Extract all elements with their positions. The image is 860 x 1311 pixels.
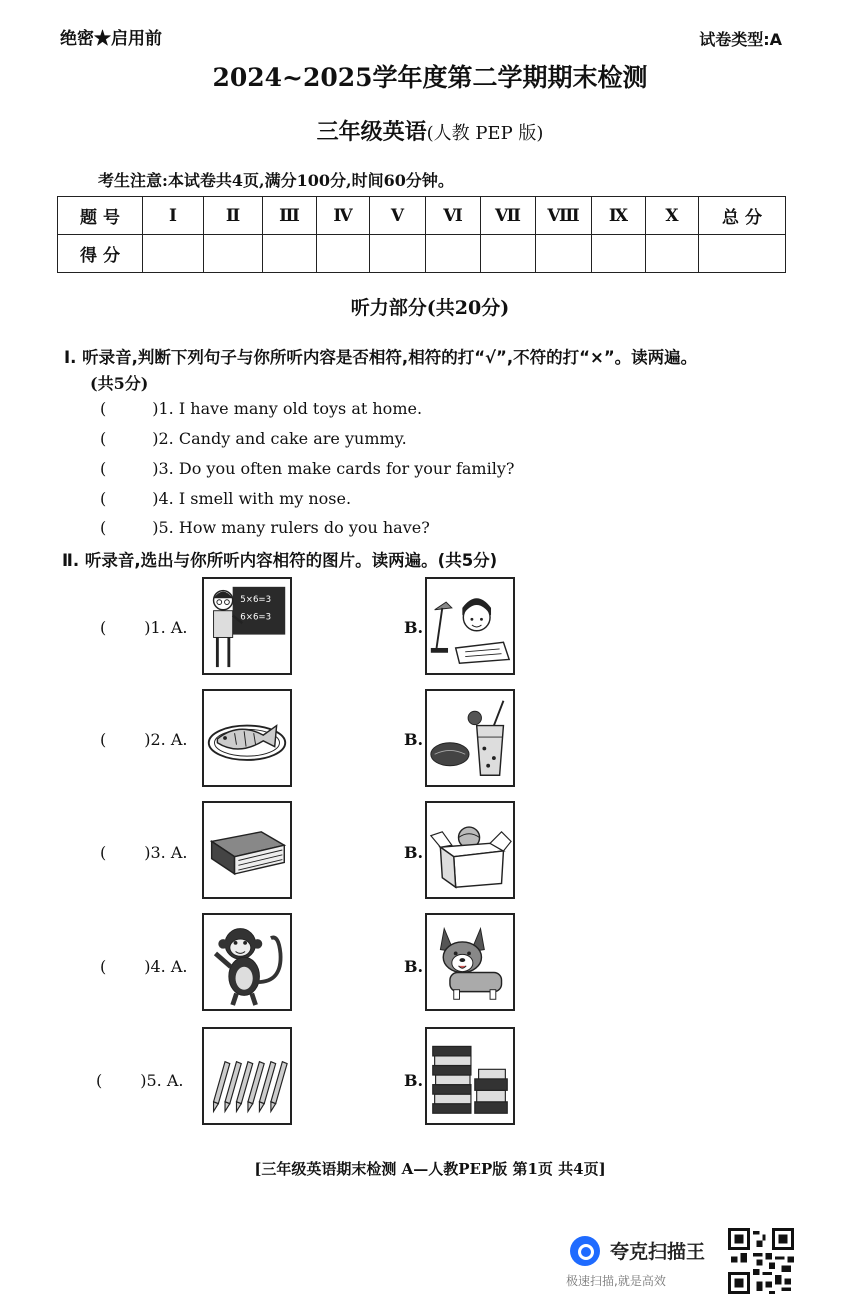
fish-plate-illustration xyxy=(204,691,290,785)
list-item: ( )1. I have many old toys at home. xyxy=(100,399,423,418)
book-illustration xyxy=(204,803,290,897)
teacher-picture[interactable] xyxy=(202,577,292,675)
teacher-illustration xyxy=(204,579,290,673)
column-5: Ⅴ xyxy=(370,197,426,235)
confidential-mark: 绝密★启用前 xyxy=(60,29,162,49)
column-9: Ⅸ xyxy=(592,197,646,235)
edition-label: (人教 PEP 版) xyxy=(426,123,544,144)
column-7: Ⅶ xyxy=(481,197,536,235)
score-label: 得 分 xyxy=(58,235,143,273)
fish-plate-picture[interactable] xyxy=(202,689,292,787)
option-b-label: B. xyxy=(404,957,424,976)
section-1-score: (共5分) xyxy=(90,374,149,393)
score-cell[interactable] xyxy=(370,235,426,273)
listening-section-heading: 听力部分(共20分) xyxy=(350,297,510,319)
pencils-picture[interactable] xyxy=(202,1027,292,1125)
score-cell[interactable] xyxy=(317,235,370,273)
option-b-label: B. xyxy=(404,618,424,637)
option-b-label: B. xyxy=(404,1071,424,1090)
qr-code-icon xyxy=(728,1228,794,1294)
list-item: ( )4. I smell with my nose. xyxy=(100,489,352,508)
column-4: Ⅳ xyxy=(317,197,370,235)
exam-subtitle xyxy=(0,115,860,146)
book-stacks-illustration xyxy=(427,1029,513,1123)
board-text-2: 6×6=3 xyxy=(240,612,272,623)
book-picture[interactable] xyxy=(202,801,292,899)
scanner-slogan: 极速扫描,就是高效 xyxy=(566,1274,666,1288)
total-score-label: 总 分 xyxy=(699,197,786,235)
toy-box-picture[interactable] xyxy=(425,801,515,899)
paper-type: 试卷类型:A xyxy=(699,30,782,49)
column-10: Ⅹ xyxy=(646,197,699,235)
list-item: ( )3. Do you often make cards for your family? xyxy=(100,459,515,478)
toy-box-illustration xyxy=(427,803,513,897)
bread-juice-illustration xyxy=(427,691,513,785)
picture-question: ( )1. A. xyxy=(100,618,188,637)
dog-picture[interactable] xyxy=(425,913,515,1011)
bread-juice-picture[interactable] xyxy=(425,689,515,787)
monkey-illustration xyxy=(204,915,290,1009)
girl-studying-illustration xyxy=(427,579,513,673)
page-footer: [三年级英语期末检测 A—人教PEP版 第1页 共4页] xyxy=(254,1160,606,1178)
score-cell[interactable] xyxy=(592,235,646,273)
picture-question: ( )5. A. xyxy=(96,1071,184,1090)
picture-question: ( )2. A. xyxy=(100,730,188,749)
question-number-label: 题 号 xyxy=(58,197,143,235)
list-item: ( )5. How many rulers do you have? xyxy=(100,518,430,537)
list-item: ( )2. Candy and cake are yummy. xyxy=(100,429,407,448)
option-b-label: B. xyxy=(404,730,424,749)
column-6: Ⅵ xyxy=(426,197,481,235)
option-b-label: B. xyxy=(404,843,424,862)
section-2-heading: Ⅱ. 听录音,选出与你所听内容相符的图片。读两遍。(共5分) xyxy=(62,551,498,570)
score-cell[interactable] xyxy=(426,235,481,273)
girl-studying-picture[interactable] xyxy=(425,577,515,675)
book-stacks-picture[interactable] xyxy=(425,1027,515,1125)
score-cell[interactable] xyxy=(481,235,536,273)
column-2: Ⅱ xyxy=(204,197,263,235)
score-table-score-row xyxy=(58,235,786,273)
score-cell[interactable] xyxy=(204,235,263,273)
exam-title: 2024~2025学年度第二学期期末检测 xyxy=(212,63,648,92)
pencils-illustration xyxy=(204,1029,290,1123)
score-cell[interactable] xyxy=(263,235,317,273)
scanner-logo-icon xyxy=(570,1236,600,1266)
score-cell[interactable] xyxy=(143,235,204,273)
section-1-heading: Ⅰ. 听录音,判断下列句子与你所听内容是否相符,相符的打“√”,不符的打“×”。读两遍。 xyxy=(64,348,698,367)
dog-illustration xyxy=(427,915,513,1009)
column-3: Ⅲ xyxy=(263,197,317,235)
picture-question: ( )3. A. xyxy=(100,843,188,862)
board-text-1: 5×6=3 xyxy=(240,595,272,606)
score-cell[interactable] xyxy=(646,235,699,273)
score-table-header-row xyxy=(58,197,786,235)
candidate-notice: 考生注意:本试卷共4页,满分100分,时间60分钟。 xyxy=(98,171,454,190)
subject-name: 三年级英语 xyxy=(316,119,427,145)
score-cell[interactable] xyxy=(536,235,592,273)
column-1: Ⅰ xyxy=(143,197,204,235)
score-table xyxy=(57,196,786,273)
column-8: Ⅷ xyxy=(536,197,592,235)
total-score-cell[interactable] xyxy=(699,235,786,273)
picture-question: ( )4. A. xyxy=(100,957,188,976)
monkey-picture[interactable] xyxy=(202,913,292,1011)
scanner-brand-name: 夸克扫描王 xyxy=(610,1241,706,1263)
